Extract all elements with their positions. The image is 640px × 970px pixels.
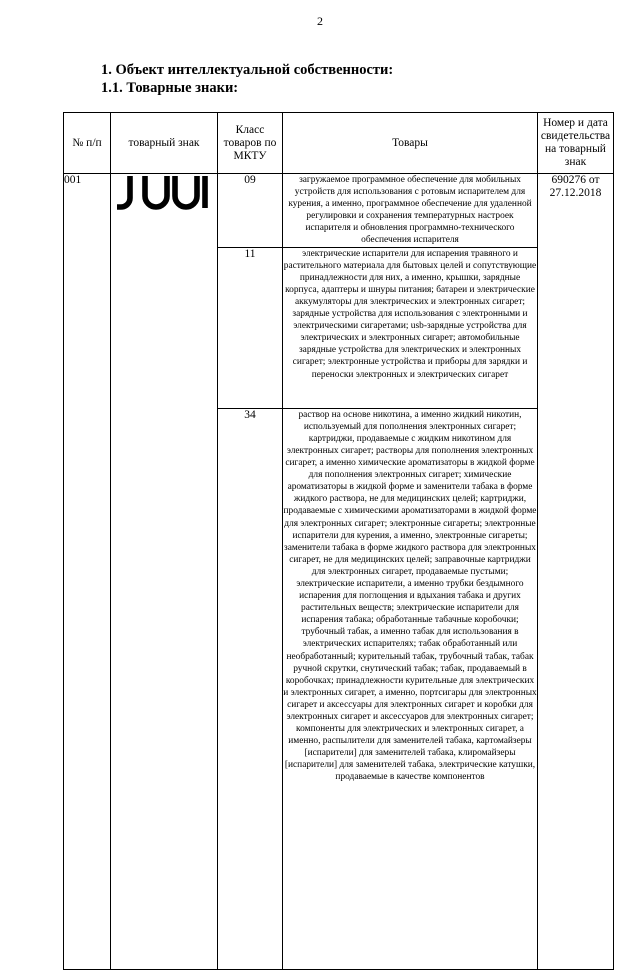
trademark-cell xyxy=(111,174,218,970)
certificate-cell: 690276 от 27.12.2018 xyxy=(538,174,614,970)
row-number: 001 xyxy=(64,174,111,970)
goods-cell: электрические испарители для испарения травяного и растительного материала для бытовых целей и сопутствующие принадлежности для них, а именно, крышки, зарядные корпуса, адаптеры и шнуры питания; батареи и электрические аккумуляторы для электрических и электронных сигарет; зарядные устройства для использования с электронными и электрическими сигаретами; usb-зарядные устройства для электрических и электронных сигарет; автомобильные зарядные устройства для электрических и электронных сигарет; электронные устройства и приборы для зарядки и переноски электронных и электрических сигарет xyxy=(283,247,538,408)
class-cell: 11 xyxy=(218,247,283,408)
header-goods: Товары xyxy=(283,113,538,174)
header-number: № п/п xyxy=(64,113,111,174)
header-trademark: товарный знак xyxy=(111,113,218,174)
section-heading: 1. Объект интеллектуальной собственности: xyxy=(101,62,394,78)
table-header-row xyxy=(64,113,614,174)
header-class: Класс товаров по МКТУ xyxy=(218,113,283,174)
table-row xyxy=(64,174,614,248)
juul-logo xyxy=(116,174,212,210)
header-certificate: Номер и дата свидетельства на товарный знак xyxy=(538,113,614,174)
class-cell: 34 xyxy=(218,408,283,969)
subsection-heading: 1.1. Товарные знаки: xyxy=(101,80,239,96)
class-cell: 09 xyxy=(218,174,283,248)
goods-cell: раствор на основе никотина, а именно жидкий никотин, используемый для пополнения электронных сигарет; картриджи, продаваемые с жидким никотином для электронных сигарет; растворы для пополнения электронных сигарет, а именно химические ароматизаторы в жидкой форме для пополнения электронных сигарет; химические ароматизаторы в жидкой форме и заменители табака в форме жидкого раствора, не для медицинских целей; картриджи, продаваемые с химическими ароматизаторами в жидкой форме для электронных сигарет; электронные сигареты; электронные испарители для курения, а именно, электронные сигареты; заменители табака в форме жидкого раствора для электронных сигарет, не для медицинских целей; заправочные картриджи для электронных сигарет, продаваемые пустыми; электрические испарители, а именно трубки бездымного испарения для поглощения и вдыхания табака и других растительных веществ; электрические испарители для испарения табака; обработанные табачные коробочки; трубочный табак, а именно табак для использования в электрических испарителях; табак обработанный или необработанный; курительный табак, трубочный табак, табак ручной скрутки, снутический табак; табак, продаваемый в коробочках; принадлежности курительные для электрических и электронных сигарет, а именно, портсигары для электронных сигарет и аксессуары для электронных сигарет и коробки для электронных сигарет и аксессуаров для электронных сигарет; компоненты для электрических и электронных сигарет, а именно, распылители для заменителей табака, картомайзеры [испарители] для заменителей табака, клиромайзеры [испарители] для заменителей табака, электрические катушки, продаваемые в качестве компонентов xyxy=(283,408,538,969)
trademark-table xyxy=(63,112,614,970)
page-number: 2 xyxy=(317,14,323,28)
goods-cell: загружаемое программное обеспечение для мобильных устройств для использования с ротовым испарителем для курения, а именно, программное обеспечение для удаленной регулировки и сохранения температурных настроек испарителя и обновления программно-технического обеспечения испарителя xyxy=(283,174,538,248)
